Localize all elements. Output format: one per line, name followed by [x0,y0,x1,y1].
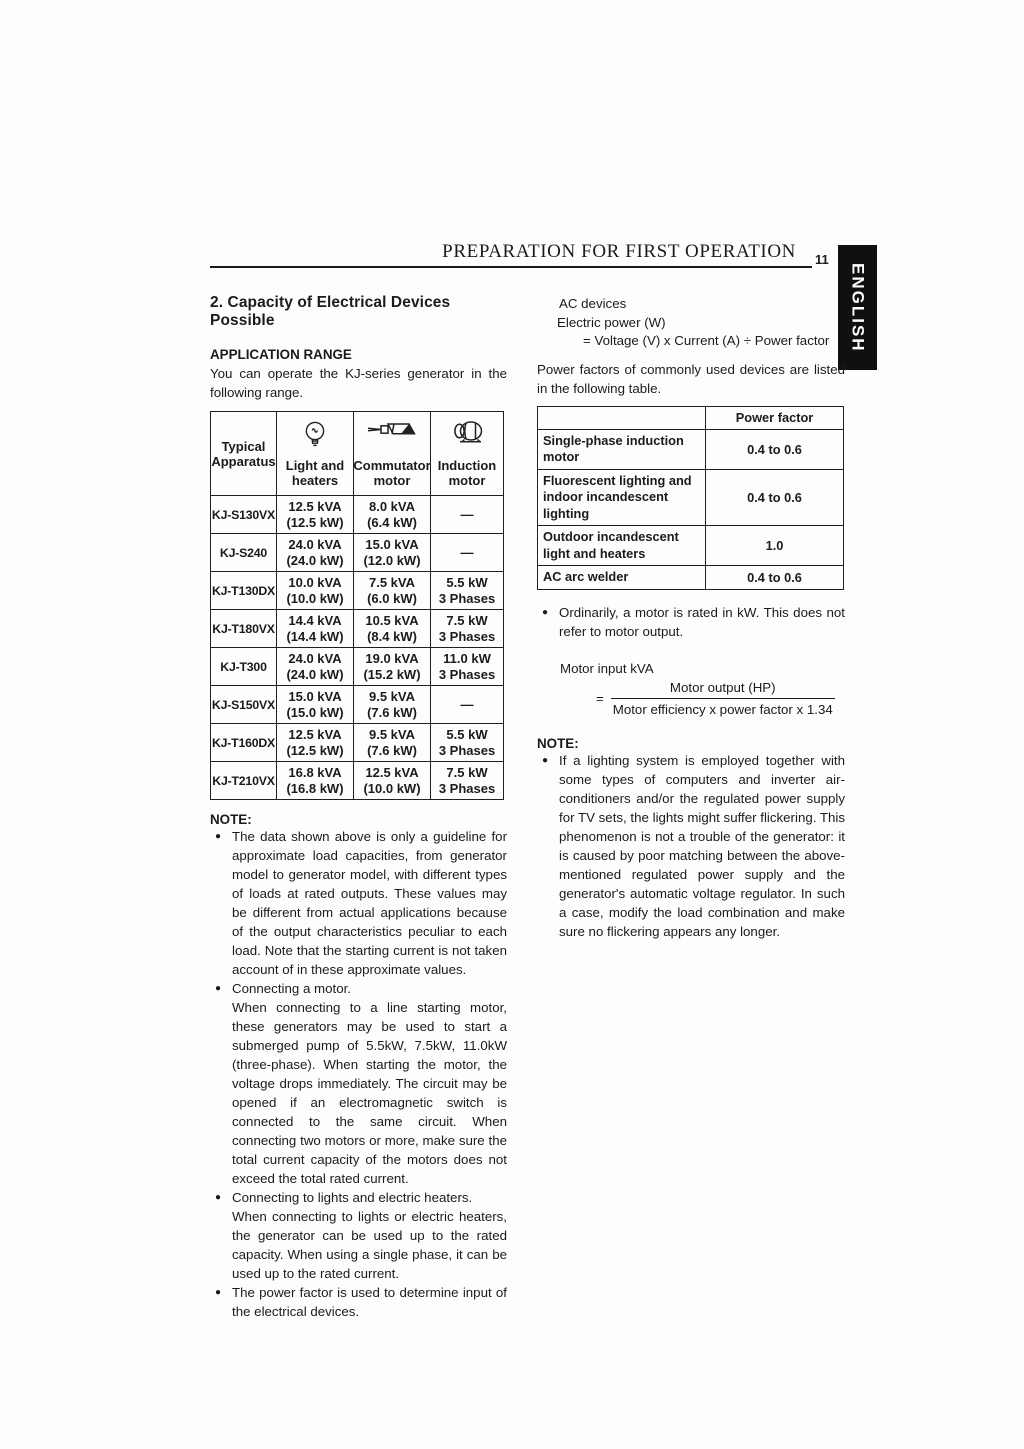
model-cell: KJ-T210VX [211,762,277,800]
device-cell: Outdoor incandescent light and heaters [538,526,706,566]
power-factor-table [537,406,844,590]
light-cell: 12.5 kVA (12.5 kW) [277,724,354,762]
column-header-commutator [354,412,431,496]
motor-input-formula [596,679,845,718]
light-cell: 14.4 kVA (14.4 kW) [277,610,354,648]
model-cell: KJ-S150VX [211,686,277,724]
ac-devices-label: AC devices [559,296,627,311]
column-header-induction [431,412,504,496]
light-cell: 10.0 kVA (10.0 kW) [277,572,354,610]
section-title: 2. Capacity of Electrical Devices Possible [210,294,451,329]
commutator-cell: 9.5 kVA (7.6 kW) [354,686,431,724]
drill-icon [367,420,417,446]
bullet-icon: ● [542,754,549,766]
induction-cell: — [431,686,504,724]
light-cell: 24.0 kVA (24.0 kW) [277,648,354,686]
commutator-cell: 8.0 kVA (6.4 kW) [354,496,431,534]
note-heading: NOTE: [210,812,252,827]
column-header-light [277,412,354,496]
table-row [211,572,504,610]
note-lead: Connecting a motor. [232,981,352,996]
table-row [211,686,504,724]
induction-cell: 5.5 kW 3 Phases [431,572,504,610]
list-item [210,979,507,1188]
capacity-table-header-row [211,412,504,496]
model-cell: KJ-T300 [211,648,277,686]
motor-icon [448,420,486,447]
fraction [611,679,835,718]
electric-power-label: Electric power (W) [557,314,666,330]
table-row [211,610,504,648]
note-text: When connecting to lights or electric heaters, the generator can be used up to the rated capacity. When using a single phase, it can be used up to the rated current. [232,1209,507,1281]
device-cell: Fluorescent lighting and indoor incandescent lighting [538,469,706,526]
commutator-cell: 10.5 kVA (8.4 kW) [354,610,431,648]
commutator-cell: 7.5 kVA (6.0 kW) [354,572,431,610]
table-row [538,429,844,469]
induction-cell: 7.5 kW 3 Phases [431,610,504,648]
model-cell: KJ-T180VX [211,610,277,648]
note-text: If a lighting system is employed together with some types of computers and inverter air-conditioners and/or the regulated power supply for TV sets, the lights might suffer flickering. This phenomenon is not a trouble of the generator: it is caused by poor matching between the above-mentioned regulated power supply and the generator's automatic voltage regulator. In such a case, modify the load combination and make sure no flickering appears any longer. [559,752,845,939]
column-label-light: Light and heaters [285,457,345,488]
pf-value-header: Power factor [706,406,844,429]
induction-cell: 7.5 kW 3 Phases [431,762,504,800]
bullet-icon: ● [215,831,222,842]
page-number: 11 [815,252,829,267]
language-tab-label: ENGLISH [848,262,868,353]
application-range-text: You can operate the KJ-series generator in the following range. [210,366,507,400]
commutator-cell: 12.5 kVA (10.0 kW) [354,762,431,800]
bullet-icon: ● [215,1192,222,1203]
light-cell: 12.5 kVA (12.5 kW) [277,496,354,534]
pf-corner-cell [538,406,706,429]
bullet-icon: ● [215,983,222,994]
note-text: The data shown above is only a guideline for approximate load capacities, from generator model to generator model, with different types of loads at rated outputs. These values may be different from actual applications because of the output characteristics peculiar to each load. Note that the starting current is not taken account of in these approximate values. [232,829,507,977]
induction-cell: 11.0 kW 3 Phases [431,648,504,686]
value-cell: 0.4 to 0.6 [706,469,844,526]
bulb-icon [303,420,327,451]
note-lead: Connecting to lights and electric heaters. [232,1190,473,1205]
list-item [210,827,507,979]
list-item [210,1188,507,1283]
table-row [538,469,844,526]
corner-cell: Typical Apparatus [211,412,277,496]
capacity-table [210,411,504,800]
column-label-induction: Induction motor [437,457,497,488]
note-text: Ordinarily, a motor is rated in kW. This does not refer to motor output. [559,604,845,639]
motor-input-label: Motor input kVA [560,660,654,676]
table-row [211,762,504,800]
light-cell: 15.0 kVA (15.0 kW) [277,686,354,724]
fraction-denominator: Motor efficiency x power factor x 1.34 [612,701,833,717]
list-item [537,751,845,941]
table-row [211,534,504,572]
power-factor-intro: Power factors of commonly used devices are listed in the following table. [537,361,845,396]
header-rule [210,241,812,268]
device-cell: AC arc welder [538,566,706,590]
table-row [211,648,504,686]
bullet-icon: ● [542,606,549,618]
table-row [211,496,504,534]
induction-cell: — [431,534,504,572]
commutator-cell: 19.0 kVA (15.2 kW) [354,648,431,686]
induction-cell: 5.5 kW 3 Phases [431,724,504,762]
left-column [210,294,507,1321]
note-text: When connecting to a line starting motor, these generators may be used to start a submerged pump of 5.5kW, 7.5kW, 11.0kW (three-phase). When starting the motor, the voltage drops immediately. The circuit may be opened if an electromagnetic switch is connected to the same circuit. When connecting two motors or more, make sure the total current capacity of the motors does not exceed the total rated current. [232,1000,507,1186]
model-cell: KJ-S240 [211,534,277,572]
induction-cell: — [431,496,504,534]
power-factor-header-row [538,406,844,429]
application-range-heading: APPLICATION RANGE [210,347,352,362]
electric-power-formula: = Voltage (V) x Current (A) ÷ Power factor [583,333,830,348]
value-cell: 0.4 to 0.6 [706,429,844,469]
commutator-cell: 15.0 kVA (12.0 kW) [354,534,431,572]
list-item [537,603,845,641]
light-cell: 16.8 kVA (16.8 kW) [277,762,354,800]
model-cell: KJ-S130VX [211,496,277,534]
model-cell: KJ-T160DX [211,724,277,762]
list-item [210,1283,507,1321]
commutator-cell: 9.5 kVA (7.6 kW) [354,724,431,762]
note-text: The power factor is used to determine input of the electrical devices. [232,1285,507,1319]
bullet-icon: ● [215,1287,222,1298]
column-label-commutator: Commutator motor [353,457,431,488]
equals-sign: = [596,690,604,706]
light-cell: 24.0 kVA (24.0 kW) [277,534,354,572]
table-row [538,566,844,590]
value-cell: 1.0 [706,526,844,566]
page-title: PREPARATION FOR FIRST OPERATION [442,241,796,262]
fraction-numerator: Motor output (HP) [611,679,835,699]
right-column [537,295,845,941]
table-row [211,724,504,762]
model-cell: KJ-T130DX [211,572,277,610]
value-cell: 0.4 to 0.6 [706,566,844,590]
device-cell: Single-phase induction motor [538,429,706,469]
note-heading: NOTE: [537,735,579,751]
table-row [538,526,844,566]
